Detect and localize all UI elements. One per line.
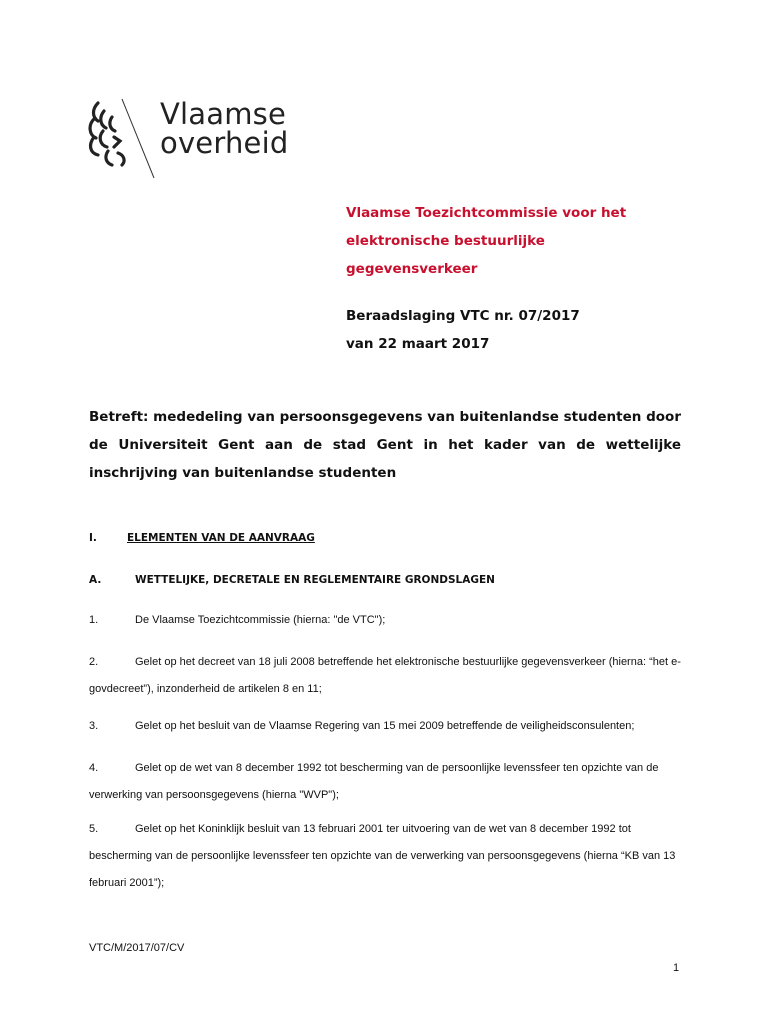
paragraph-number: 5. (89, 823, 99, 835)
commission-heading (346, 199, 666, 283)
section-number: I. (89, 532, 97, 544)
subsection-number: A. (89, 574, 102, 586)
paragraph-number: 3. (89, 720, 99, 732)
logo-line-1: Vlaamse (160, 97, 287, 131)
logo-line-2: overheid (160, 126, 289, 160)
paragraph-text: Gelet op het decreet van 18 juli 2008 betreffende het elektronische bestuurlijke gegevensverkeer (hierna: “het e-govdecreet”), inzonderheid de artikelen 8 en 11; (89, 656, 681, 695)
subsection-title: WETTELIJKE, DECRETALE EN REGLEMENTAIRE GRONDSLAGEN (135, 574, 495, 586)
numbered-paragraph (89, 607, 685, 634)
paragraph-text: De Vlaamse Toezichtcommissie (hierna: "de VTC"); (135, 614, 386, 626)
commission-line: Vlaamse Toezichtcommissie voor het (346, 205, 627, 221)
deliberation-heading (346, 302, 666, 358)
page-number: 1 (673, 962, 680, 974)
flemish-lion-icon (84, 95, 156, 180)
numbered-paragraph (89, 755, 685, 809)
deliberation-number: Beraadslaging VTC nr. 07/2017 (346, 308, 580, 324)
paragraph-number: 1. (89, 614, 99, 626)
subject-paragraph: Betreft: mededeling van persoonsgegevens van buitenlandse studenten door de Universiteit Gent aan de stad Gent in het kader van de wettelijke inschrijving van buitenlandse studenten (89, 409, 681, 481)
logo-wordmark (160, 97, 289, 160)
section-title: ELEMENTEN VAN DE AANVRAAG (127, 532, 315, 544)
paragraph-number: 2. (89, 656, 99, 668)
numbered-paragraph (89, 816, 685, 897)
paragraph-text: Gelet op het besluit van de Vlaamse Regering van 15 mei 2009 betreffende de veiligheidsconsulenten; (135, 720, 635, 732)
deliberation-date: van 22 maart 2017 (346, 336, 490, 352)
document-reference: VTC/M/2017/07/CV (89, 942, 185, 954)
paragraph-text: Gelet op de wet van 8 december 1992 tot bescherming van de persoonlijke levenssfeer ten opzichte van de verwerking van persoonsgegevens (hierna "WVP"); (89, 762, 659, 801)
paragraph-text: Gelet op het Koninklijk besluit van 13 februari 2001 ter uitvoering van de wet van 8 december 1992 tot bescherming van de persoonlijke levenssfeer ten opzichte van de verwerking van persoonsgegevens (hierna “KB van 13 februari 2001”); (89, 823, 676, 889)
commission-line: elektronische bestuurlijke (346, 233, 545, 249)
numbered-paragraph (89, 713, 685, 740)
paragraph-number: 4. (89, 762, 99, 774)
commission-line: gegevensverkeer (346, 261, 478, 277)
numbered-paragraph (89, 649, 685, 703)
